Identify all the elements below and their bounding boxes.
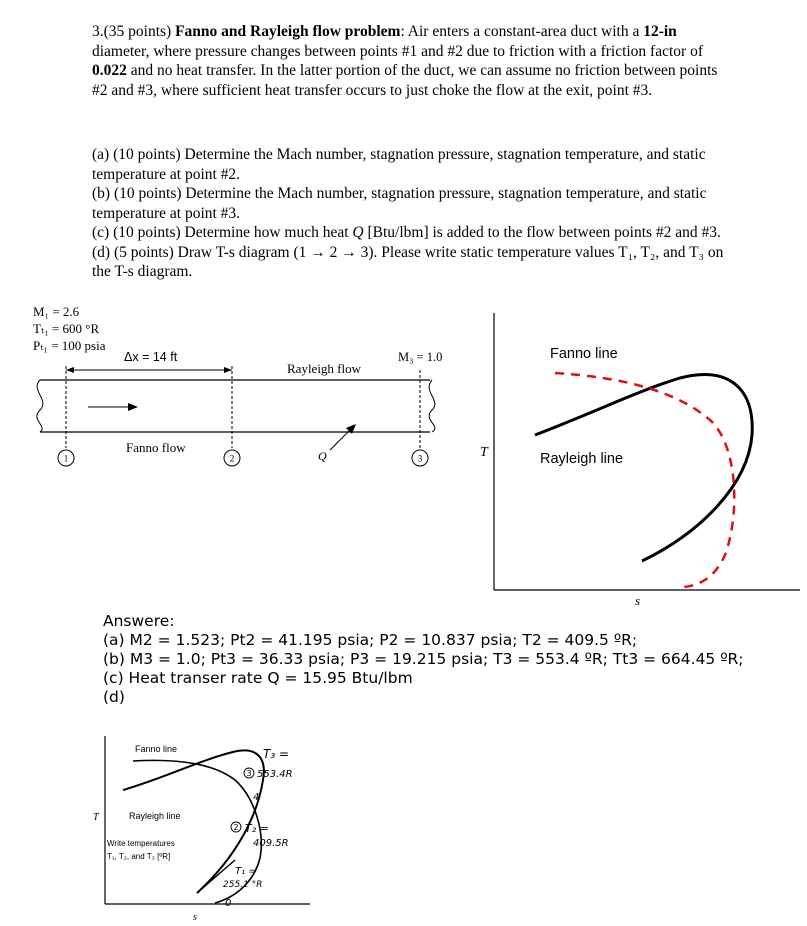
sketch-t3-value: 553.4R bbox=[257, 769, 293, 780]
part-c-text: (c) (10 points) Determine how much heat bbox=[92, 224, 353, 241]
dx-label: Δx = 14 ft bbox=[124, 350, 178, 364]
part-d bbox=[92, 243, 732, 282]
problem-statement bbox=[92, 22, 732, 100]
answer-d: (d) bbox=[103, 688, 125, 706]
part-d-text-3: 3). Please write static temperature values T₁, T₂, and T₃ on the T-s diagram. bbox=[92, 243, 724, 280]
sketch-rayleigh-label: Rayleigh line bbox=[129, 811, 181, 821]
ts-rayleigh-label: Rayleigh line bbox=[540, 451, 624, 467]
problem-title: Fanno and Rayleigh flow problem bbox=[175, 23, 401, 40]
ts-rayleigh-curve bbox=[535, 375, 752, 561]
duct-break-left bbox=[37, 380, 43, 432]
dx-arrowhead bbox=[224, 367, 232, 373]
ts-s-label: s bbox=[635, 593, 641, 605]
sketch-t-label: T bbox=[93, 812, 99, 823]
part-b: (b) (10 points) Determine the Mach number, stagnation pressure, stagnation temperature, and static temperature at point #3. bbox=[92, 185, 707, 222]
heat-arrow bbox=[330, 428, 352, 450]
duct-diagram bbox=[0, 350, 470, 480]
friction-factor: 0.022 bbox=[92, 62, 127, 79]
sketch-t1-value: 255.1 °R bbox=[223, 880, 263, 890]
station-2-number: 2 bbox=[229, 453, 235, 464]
sketch-fanno-label: Fanno line bbox=[135, 744, 178, 754]
heat-q-label: Q bbox=[318, 449, 327, 463]
sketch-t1-label: T₁ = bbox=[235, 866, 257, 877]
problem-number: 3. bbox=[92, 23, 104, 40]
dx-arrowhead bbox=[66, 367, 74, 373]
ts-fanno-curve bbox=[555, 373, 734, 587]
inlet-tt: Tₜ₁ = 600 °R bbox=[33, 321, 100, 336]
sketch-t3-label: T₃ = bbox=[263, 747, 290, 761]
arrow-icon: → bbox=[341, 243, 357, 261]
inlet-pt: Pₜ₁ = 100 psia bbox=[33, 338, 106, 353]
sketch-state-3-number: 3 bbox=[246, 769, 252, 778]
problem-points: (35 points) bbox=[103, 23, 172, 40]
inlet-mach: M₁ = 2.6 bbox=[33, 304, 80, 319]
station-3-number: 3 bbox=[417, 453, 423, 464]
question-parts bbox=[92, 145, 732, 282]
part-c bbox=[92, 223, 732, 243]
part-c-text-2: [Btu/lbm] is added to the flow between points #2 and #3. bbox=[363, 224, 721, 241]
problem-text-1: : Air enters a constant-area duct with a bbox=[400, 23, 644, 40]
sketch-state-4-number: 4 bbox=[253, 792, 260, 803]
sketch-t2-value: 409.5R bbox=[253, 838, 289, 849]
sketch-write-line2: T₁, T₂, and T₃ [ºR] bbox=[107, 852, 171, 861]
flow-arrowhead bbox=[128, 403, 138, 411]
problem-text-2: diameter, where pressure changes between points #1 and #2 due to friction with a friction factor of bbox=[92, 42, 703, 60]
duct-diameter: 12-in bbox=[643, 23, 677, 40]
problem-text-3: and no heat transfer. In the latter portion of the duct, we can assume no friction between points #2 and #3, where sufficient heat transfer occurs to just choke the flow at the exit, point #3. bbox=[92, 62, 718, 99]
part-a: (a) (10 points) Determine the Mach number, stagnation pressure, stagnation temperature, and static temperature at point #2. bbox=[92, 146, 706, 183]
sketch-s-label: s bbox=[193, 912, 197, 923]
part-c-q: Q bbox=[352, 224, 364, 241]
inlet-conditions bbox=[33, 303, 106, 354]
exit-mach-label: M₃ = 1.0 bbox=[398, 350, 443, 364]
rayleigh-flow-label: Rayleigh flow bbox=[287, 361, 362, 376]
answer-c: (c) Heat transer rate Q = 15.95 Btu/lbm bbox=[103, 669, 413, 687]
ts-fanno-label: Fanno line bbox=[550, 346, 618, 362]
ts-diagram bbox=[470, 305, 807, 605]
sketch-t2-label: T₂ = bbox=[245, 822, 269, 835]
answers bbox=[103, 612, 744, 707]
answer-heading: Answere: bbox=[103, 612, 175, 630]
answer-a: (a) M2 = 1.523; Pt2 = 41.195 psia; P2 = 10.837 psia; T2 = 409.5 ºR; bbox=[103, 631, 638, 649]
arrow-icon: → bbox=[310, 243, 326, 261]
ts-t-label: T bbox=[480, 445, 488, 460]
answer-ts-sketch bbox=[85, 728, 325, 926]
sketch-state-2-number: 2 bbox=[233, 823, 239, 832]
station-1-number: 1 bbox=[63, 453, 69, 464]
duct-break-right bbox=[429, 380, 435, 432]
part-d-text-2: 2 bbox=[325, 243, 342, 261]
sketch-write-line1: Write temperatures bbox=[107, 839, 175, 848]
part-d-text: (d) (5 points) Draw T-s diagram (1 bbox=[92, 243, 311, 261]
answer-b: (b) M3 = 1.0; Pt3 = 36.33 psia; P3 = 19.215 psia; T3 = 553.4 ºR; Tt3 = 664.45 ºR; bbox=[103, 650, 744, 668]
sketch-state-1-number: 0 bbox=[225, 898, 232, 909]
fanno-flow-label: Fanno flow bbox=[126, 440, 186, 455]
